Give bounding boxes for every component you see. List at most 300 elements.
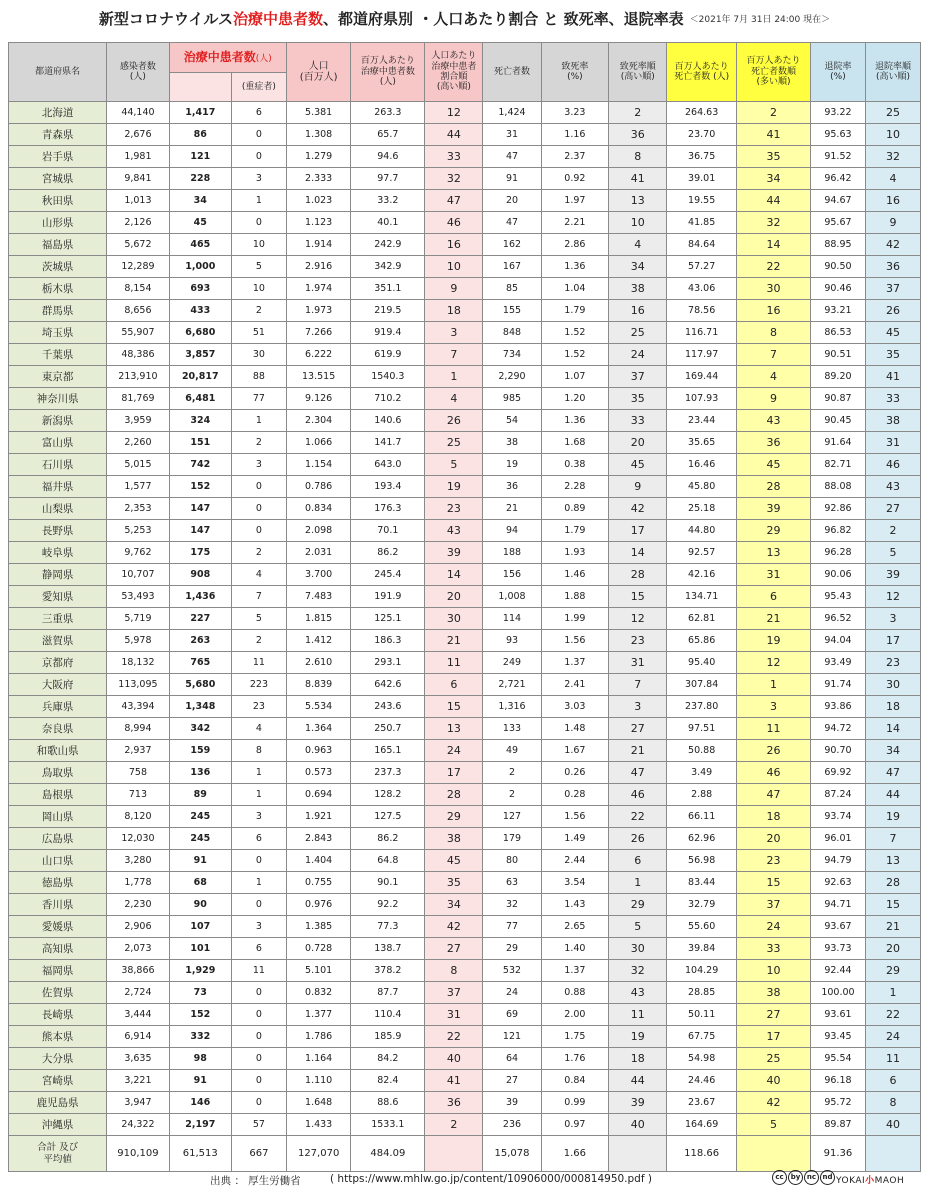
cell-deaths: 47: [483, 146, 541, 168]
cell-deaths-per-million: 16.46: [667, 454, 737, 476]
table-body: [9, 102, 921, 1136]
cell-curing: 152: [169, 476, 231, 498]
cell-deaths-per-million: 32.79: [667, 894, 737, 916]
cell-fatality: 1.99: [541, 608, 609, 630]
cell-curing: 107: [169, 916, 231, 938]
cell-pref-name: 香川県: [9, 894, 107, 916]
cell-deaths-rank: 41: [737, 124, 811, 146]
cell-curing-rank: 43: [425, 520, 483, 542]
cell-curing: 68: [169, 872, 231, 894]
cell-deaths-per-million: 28.85: [667, 982, 737, 1004]
cell-deaths-rank: 17: [737, 1026, 811, 1048]
cell-fatality: 1.52: [541, 344, 609, 366]
cell-curing-per-million: 86.2: [351, 542, 425, 564]
table-row: [9, 1026, 921, 1048]
cell-severe: 0: [231, 1092, 286, 1114]
cell-pref-name: 岩手県: [9, 146, 107, 168]
cell-fatality: 1.76: [541, 1048, 609, 1070]
cell-curing: 1,348: [169, 696, 231, 718]
cell-infected: 3,947: [107, 1092, 169, 1114]
cell-deaths: 32: [483, 894, 541, 916]
cell-discharge: 94.04: [810, 630, 865, 652]
cell-deaths: 36: [483, 476, 541, 498]
cell-discharge-rank: 5: [865, 542, 920, 564]
cell-deaths: 2,721: [483, 674, 541, 696]
cell-curing-per-million: 128.2: [351, 784, 425, 806]
cell-curing-rank: 6: [425, 674, 483, 696]
cell-pref-name: 広島県: [9, 828, 107, 850]
table-row: [9, 168, 921, 190]
cell-deaths-rank: 4: [737, 366, 811, 388]
cell-curing-per-million: 87.7: [351, 982, 425, 1004]
cell-discharge: 91.64: [810, 432, 865, 454]
cell-curing-rank: 23: [425, 498, 483, 520]
cell-deaths-rank: 30: [737, 278, 811, 300]
cell-severe: 0: [231, 850, 286, 872]
cell-severe: 57: [231, 1114, 286, 1136]
cell-pref-name: 富山県: [9, 432, 107, 454]
totals-label: 合計 及び 平均値: [9, 1136, 107, 1172]
cell-pref-name: 島根県: [9, 784, 107, 806]
cell-infected: 758: [107, 762, 169, 784]
total-infected: 910,109: [107, 1136, 169, 1172]
cell-curing: 91: [169, 1070, 231, 1092]
cell-deaths: 20: [483, 190, 541, 212]
cell-fatality-rank: 17: [609, 520, 667, 542]
cell-curing-rank: 21: [425, 630, 483, 652]
cell-severe: 2: [231, 432, 286, 454]
cell-curing: 6,481: [169, 388, 231, 410]
brand-mid: 小: [865, 1176, 875, 1186]
brand-pre: YOKAI: [836, 1176, 866, 1186]
cell-curing: 245: [169, 828, 231, 850]
cell-curing-rank: 19: [425, 476, 483, 498]
cell-discharge: 93.49: [810, 652, 865, 674]
cell-fatality-rank: 15: [609, 586, 667, 608]
cell-infected: 2,724: [107, 982, 169, 1004]
cell-fatality-rank: 6: [609, 850, 667, 872]
cell-discharge-rank: 22: [865, 1004, 920, 1026]
cell-deaths: 47: [483, 212, 541, 234]
cell-severe: 3: [231, 454, 286, 476]
cell-population: 1.123: [286, 212, 350, 234]
cell-discharge: 94.72: [810, 718, 865, 740]
cell-severe: 1: [231, 872, 286, 894]
cell-curing-per-million: 84.2: [351, 1048, 425, 1070]
brand-post: MAOH: [874, 1176, 905, 1186]
cell-curing-rank: 3: [425, 322, 483, 344]
cell-deaths-per-million: 65.86: [667, 630, 737, 652]
cell-infected: 9,841: [107, 168, 169, 190]
cell-fatality-rank: 44: [609, 1070, 667, 1092]
cell-deaths: 63: [483, 872, 541, 894]
cell-fatality: 0.26: [541, 762, 609, 784]
cell-pref-name: 山梨県: [9, 498, 107, 520]
cell-fatality: 2.21: [541, 212, 609, 234]
cell-curing: 6,680: [169, 322, 231, 344]
cell-curing-per-million: 185.9: [351, 1026, 425, 1048]
cell-deaths-per-million: 23.70: [667, 124, 737, 146]
cell-curing: 263: [169, 630, 231, 652]
cell-deaths-per-million: 237.80: [667, 696, 737, 718]
cell-discharge: 89.87: [810, 1114, 865, 1136]
cell-curing: 1,000: [169, 256, 231, 278]
cell-deaths: 114: [483, 608, 541, 630]
cell-discharge-rank: 40: [865, 1114, 920, 1136]
table-row: [9, 784, 921, 806]
page-title: [0, 8, 929, 36]
cell-fatality: 1.40: [541, 938, 609, 960]
cell-fatality-rank: 18: [609, 1048, 667, 1070]
cell-curing-rank: 47: [425, 190, 483, 212]
cell-deaths-rank: 19: [737, 630, 811, 652]
header-curing-count: [169, 73, 231, 102]
cell-pref-name: 秋田県: [9, 190, 107, 212]
header-pref: [9, 43, 107, 102]
cell-deaths-per-million: 62.81: [667, 608, 737, 630]
cell-curing-per-million: 70.1: [351, 520, 425, 542]
cell-infected: 81,769: [107, 388, 169, 410]
cell-deaths: 69: [483, 1004, 541, 1026]
cell-severe: 23: [231, 696, 286, 718]
cell-fatality-rank: 30: [609, 938, 667, 960]
cell-discharge-rank: 30: [865, 674, 920, 696]
data-table: [8, 42, 921, 1172]
cell-deaths: 38: [483, 432, 541, 454]
cell-curing-per-million: 40.1: [351, 212, 425, 234]
cell-discharge-rank: 24: [865, 1026, 920, 1048]
cell-fatality-rank: 41: [609, 168, 667, 190]
title-highlight: 治療中患者数: [232, 10, 323, 28]
cell-discharge: 95.54: [810, 1048, 865, 1070]
cell-population: 2.610: [286, 652, 350, 674]
cell-discharge: 90.70: [810, 740, 865, 762]
cell-fatality: 1.36: [541, 410, 609, 432]
cell-discharge: 93.74: [810, 806, 865, 828]
cell-curing-per-million: 919.4: [351, 322, 425, 344]
cell-curing: 91: [169, 850, 231, 872]
cell-deaths-rank: 46: [737, 762, 811, 784]
cell-curing-rank: 20: [425, 586, 483, 608]
cell-curing: 1,417: [169, 102, 231, 124]
cell-population: 0.786: [286, 476, 350, 498]
cell-fatality-rank: 10: [609, 212, 667, 234]
cell-severe: 2: [231, 300, 286, 322]
cell-pref-name: 神奈川県: [9, 388, 107, 410]
cell-infected: 3,280: [107, 850, 169, 872]
cell-discharge: 96.01: [810, 828, 865, 850]
cell-population: 1.815: [286, 608, 350, 630]
cell-deaths: 167: [483, 256, 541, 278]
cell-curing-rank: 11: [425, 652, 483, 674]
cell-fatality: 3.23: [541, 102, 609, 124]
cell-deaths-per-million: 104.29: [667, 960, 737, 982]
cell-fatality: 1.43: [541, 894, 609, 916]
cell-fatality-rank: 28: [609, 564, 667, 586]
cell-discharge-rank: 13: [865, 850, 920, 872]
cell-fatality: 1.04: [541, 278, 609, 300]
cell-severe: 4: [231, 718, 286, 740]
cell-severe: 6: [231, 938, 286, 960]
cell-population: 1.023: [286, 190, 350, 212]
cell-discharge: 96.42: [810, 168, 865, 190]
cell-discharge-rank: 39: [865, 564, 920, 586]
header-curing-unit: (人): [255, 53, 272, 64]
cell-severe: 0: [231, 498, 286, 520]
cell-discharge: 93.21: [810, 300, 865, 322]
cell-severe: 3: [231, 806, 286, 828]
cell-infected: 6,914: [107, 1026, 169, 1048]
cell-deaths-per-million: 35.65: [667, 432, 737, 454]
cell-curing-rank: 28: [425, 784, 483, 806]
cell-deaths-rank: 39: [737, 498, 811, 520]
cell-deaths-per-million: 78.56: [667, 300, 737, 322]
cell-deaths-rank: 23: [737, 850, 811, 872]
cell-fatality-rank: 37: [609, 366, 667, 388]
cell-curing-rank: 12: [425, 102, 483, 124]
cell-deaths-per-million: 39.01: [667, 168, 737, 190]
cell-curing-rank: 8: [425, 960, 483, 982]
cell-fatality-rank: 12: [609, 608, 667, 630]
cell-severe: 0: [231, 1048, 286, 1070]
cell-infected: 2,073: [107, 938, 169, 960]
cell-discharge: 93.61: [810, 1004, 865, 1026]
table-row: [9, 850, 921, 872]
cell-discharge-rank: 12: [865, 586, 920, 608]
cell-pref-name: 岡山県: [9, 806, 107, 828]
cell-population: 7.483: [286, 586, 350, 608]
cell-severe: 1: [231, 190, 286, 212]
cell-population: 7.266: [286, 322, 350, 344]
cell-severe: 1: [231, 784, 286, 806]
cell-fatality-rank: 24: [609, 344, 667, 366]
cell-deaths-rank: 32: [737, 212, 811, 234]
cell-deaths: 127: [483, 806, 541, 828]
cell-curing-per-million: 94.6: [351, 146, 425, 168]
table-row: [9, 586, 921, 608]
cell-deaths-rank: 13: [737, 542, 811, 564]
cell-curing-per-million: 138.7: [351, 938, 425, 960]
cell-infected: 12,289: [107, 256, 169, 278]
cell-discharge: 92.86: [810, 498, 865, 520]
cell-pref-name: 和歌山県: [9, 740, 107, 762]
cell-discharge: 95.43: [810, 586, 865, 608]
cell-curing: 324: [169, 410, 231, 432]
cell-infected: 1,981: [107, 146, 169, 168]
cell-deaths-rank: 33: [737, 938, 811, 960]
cell-deaths: 848: [483, 322, 541, 344]
cell-population: 1.164: [286, 1048, 350, 1070]
cell-deaths-per-million: 23.67: [667, 1092, 737, 1114]
cell-severe: 30: [231, 344, 286, 366]
cell-deaths-rank: 44: [737, 190, 811, 212]
cell-deaths-rank: 20: [737, 828, 811, 850]
cell-pref-name: 大分県: [9, 1048, 107, 1070]
cell-discharge: 94.67: [810, 190, 865, 212]
table-row: [9, 388, 921, 410]
cell-infected: 113,095: [107, 674, 169, 696]
cell-curing-per-million: 97.7: [351, 168, 425, 190]
total-deaths-rank: [737, 1136, 811, 1172]
cell-severe: 0: [231, 1070, 286, 1092]
cell-discharge-rank: 18: [865, 696, 920, 718]
cell-fatality-rank: 43: [609, 982, 667, 1004]
cell-deaths-per-million: 116.71: [667, 322, 737, 344]
cell-discharge-rank: 23: [865, 652, 920, 674]
cell-fatality: 0.97: [541, 1114, 609, 1136]
cell-pref-name: 栃木県: [9, 278, 107, 300]
table-row: [9, 762, 921, 784]
cell-curing-per-million: 237.3: [351, 762, 425, 784]
cell-fatality-rank: 39: [609, 1092, 667, 1114]
cell-pref-name: 愛媛県: [9, 916, 107, 938]
cell-severe: 88: [231, 366, 286, 388]
cell-deaths-per-million: 24.46: [667, 1070, 737, 1092]
cell-population: 2.916: [286, 256, 350, 278]
cell-deaths: 91: [483, 168, 541, 190]
cell-curing-rank: 1: [425, 366, 483, 388]
cell-infected: 48,386: [107, 344, 169, 366]
table-row: [9, 982, 921, 1004]
cell-fatality: 0.38: [541, 454, 609, 476]
cell-deaths: 54: [483, 410, 541, 432]
cell-infected: 2,906: [107, 916, 169, 938]
table-row: [9, 894, 921, 916]
cell-curing: 2,197: [169, 1114, 231, 1136]
cell-severe: 5: [231, 256, 286, 278]
cell-discharge: 93.45: [810, 1026, 865, 1048]
cell-population: 13.515: [286, 366, 350, 388]
cell-discharge-rank: 10: [865, 124, 920, 146]
cell-deaths-rank: 37: [737, 894, 811, 916]
cell-deaths-rank: 26: [737, 740, 811, 762]
cell-discharge-rank: 44: [865, 784, 920, 806]
cell-deaths-per-million: 39.84: [667, 938, 737, 960]
cell-severe: 10: [231, 278, 286, 300]
cell-severe: 77: [231, 388, 286, 410]
cell-deaths-rank: 22: [737, 256, 811, 278]
cell-deaths-rank: 40: [737, 1070, 811, 1092]
cell-population: 5.534: [286, 696, 350, 718]
total-fatality-rank: [609, 1136, 667, 1172]
cell-discharge-rank: 27: [865, 498, 920, 520]
cell-discharge: 95.72: [810, 1092, 865, 1114]
table-row: [9, 366, 921, 388]
cell-deaths: 93: [483, 630, 541, 652]
table-row: [9, 696, 921, 718]
cell-curing: 908: [169, 564, 231, 586]
cell-fatality: 2.37: [541, 146, 609, 168]
cell-deaths-rank: 16: [737, 300, 811, 322]
title-part3: 、都道府県別 ・人口あたり割合 と 致死率、退院率表: [322, 10, 684, 28]
cell-discharge-rank: 32: [865, 146, 920, 168]
cell-curing-per-million: 619.9: [351, 344, 425, 366]
cell-discharge-rank: 37: [865, 278, 920, 300]
cell-curing: 342: [169, 718, 231, 740]
cell-discharge: 90.50: [810, 256, 865, 278]
cell-infected: 9,762: [107, 542, 169, 564]
cell-discharge: 95.67: [810, 212, 865, 234]
cell-deaths-per-million: 50.11: [667, 1004, 737, 1026]
cell-curing: 245: [169, 806, 231, 828]
header-discharge: 退院率 (%): [810, 43, 865, 102]
cell-pref-name: 茨城県: [9, 256, 107, 278]
cell-infected: 3,221: [107, 1070, 169, 1092]
cell-population: 0.834: [286, 498, 350, 520]
cell-curing-per-million: 243.6: [351, 696, 425, 718]
cell-deaths-per-million: 25.18: [667, 498, 737, 520]
header-severe: (重症者): [231, 73, 286, 102]
cell-pref-name: 福島県: [9, 234, 107, 256]
cell-discharge-rank: 6: [865, 1070, 920, 1092]
cell-curing-per-million: 263.3: [351, 102, 425, 124]
cell-curing-per-million: 33.2: [351, 190, 425, 212]
cell-fatality-rank: 40: [609, 1114, 667, 1136]
cell-severe: 0: [231, 982, 286, 1004]
cell-deaths: 24: [483, 982, 541, 1004]
cell-deaths-per-million: 84.64: [667, 234, 737, 256]
cell-population: 1.364: [286, 718, 350, 740]
cell-curing-per-million: 642.6: [351, 674, 425, 696]
cell-curing-per-million: 140.6: [351, 410, 425, 432]
cell-discharge: 92.63: [810, 872, 865, 894]
table-row: [9, 872, 921, 894]
cell-deaths: 2: [483, 784, 541, 806]
cell-deaths: 21: [483, 498, 541, 520]
cell-severe: 1: [231, 762, 286, 784]
cell-discharge: 94.71: [810, 894, 865, 916]
cell-discharge-rank: 17: [865, 630, 920, 652]
cell-fatality: 1.97: [541, 190, 609, 212]
cell-deaths-per-million: 45.80: [667, 476, 737, 498]
cell-fatality-rank: 14: [609, 542, 667, 564]
cell-pref-name: 愛知県: [9, 586, 107, 608]
total-deaths: 15,078: [483, 1136, 541, 1172]
cell-curing-rank: 26: [425, 410, 483, 432]
table-row: [9, 432, 921, 454]
cell-pref-name: 大阪府: [9, 674, 107, 696]
cell-deaths-rank: 12: [737, 652, 811, 674]
header-deaths-per-million-rank: 百万人あたり 死亡者数順 (多い順): [737, 43, 811, 102]
table-row: [9, 806, 921, 828]
cell-deaths-rank: 24: [737, 916, 811, 938]
cell-curing-rank: 46: [425, 212, 483, 234]
table-row: [9, 498, 921, 520]
cell-population: 2.031: [286, 542, 350, 564]
cell-discharge-rank: 16: [865, 190, 920, 212]
cell-discharge: 69.92: [810, 762, 865, 784]
cell-pref-name: 宮崎県: [9, 1070, 107, 1092]
cell-curing: 433: [169, 300, 231, 322]
cell-discharge: 90.45: [810, 410, 865, 432]
cell-curing: 175: [169, 542, 231, 564]
cell-curing: 765: [169, 652, 231, 674]
cell-severe: 223: [231, 674, 286, 696]
cell-curing-rank: 35: [425, 872, 483, 894]
cell-curing-rank: 16: [425, 234, 483, 256]
cell-discharge-rank: 29: [865, 960, 920, 982]
cell-curing-per-million: 82.4: [351, 1070, 425, 1092]
avg-curing-per-million: 484.09: [351, 1136, 425, 1172]
cell-population: 0.832: [286, 982, 350, 1004]
cell-fatality-rank: 19: [609, 1026, 667, 1048]
cell-discharge-rank: 15: [865, 894, 920, 916]
cell-population: 6.222: [286, 344, 350, 366]
cell-fatality-rank: 23: [609, 630, 667, 652]
table-row: [9, 234, 921, 256]
cell-pref-name: 静岡県: [9, 564, 107, 586]
cell-deaths-per-million: 62.96: [667, 828, 737, 850]
